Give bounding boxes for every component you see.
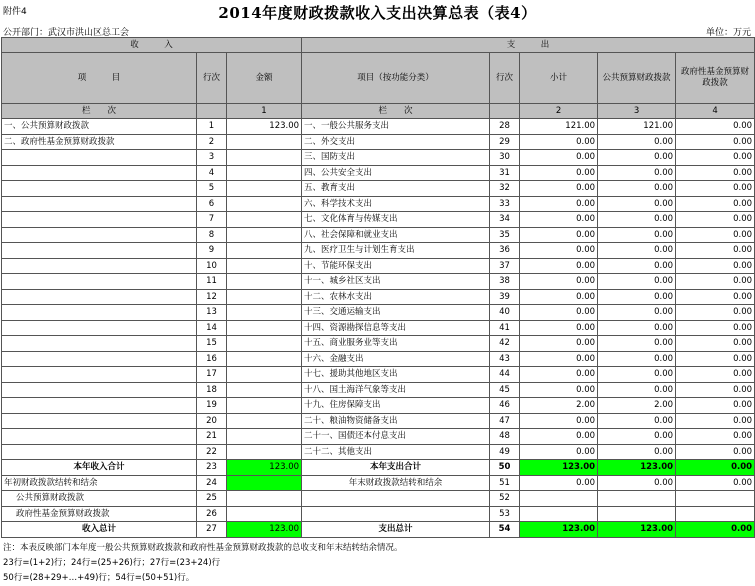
end-carryover-public: 0.00 [598, 475, 676, 491]
budget-table [1, 37, 755, 538]
expense-public-budget: 0.00 [598, 444, 676, 460]
expense-gov-fund: 0.00 [676, 351, 755, 367]
income-amount: 123.00 [227, 119, 302, 135]
expense-row-no: 33 [490, 196, 520, 212]
column-number-4: 4 [676, 104, 755, 119]
income-amount [227, 165, 302, 181]
income-grand-total-amount: 123.00 [227, 522, 302, 538]
income-row-no: 14 [197, 320, 227, 336]
table-row [2, 196, 755, 212]
expense-item: 二十二、其他支出 [302, 444, 490, 460]
table-row [2, 165, 755, 181]
expense-gov-fund: 0.00 [676, 165, 755, 181]
expense-gov-fund: 0.00 [676, 398, 755, 414]
income-item [2, 274, 197, 290]
expense-grand-total-label: 支出总计 [302, 522, 490, 538]
income-item [2, 165, 197, 181]
income-item [2, 413, 197, 429]
expense-row-no: 49 [490, 444, 520, 460]
expense-row-no: 41 [490, 320, 520, 336]
income-item [2, 289, 197, 305]
expense-row-no: 40 [490, 305, 520, 321]
income-amount [227, 413, 302, 429]
gov-fund-exp-sub [520, 506, 598, 522]
expense-subtotal: 0.00 [520, 413, 598, 429]
table-row [2, 212, 755, 228]
expense-public-budget: 0.00 [598, 429, 676, 445]
expense-total-no: 50 [490, 460, 520, 476]
income-item [2, 382, 197, 398]
col-header-amount: 金额 [227, 53, 302, 104]
expense-subtotal: 0.00 [520, 274, 598, 290]
income-item [2, 181, 197, 197]
expense-row-no: 46 [490, 398, 520, 414]
expense-row-no: 48 [490, 429, 520, 445]
note-line-1: 注：本表反映部门本年度一般公共预算财政拨款和政府性基金预算财政拨款的总收支和年末结转结余情况。 [3, 543, 403, 553]
table-row [2, 274, 755, 290]
income-item [2, 150, 197, 166]
gov-fund-no: 26 [197, 506, 227, 522]
expense-total-subtotal: 123.00 [520, 460, 598, 476]
column-number-1: 1 [227, 104, 302, 119]
income-item [2, 320, 197, 336]
table-row [2, 351, 755, 367]
end-carryover-subtotal: 0.00 [520, 475, 598, 491]
gov-fund-exp-gov [676, 506, 755, 522]
income-amount [227, 336, 302, 352]
expense-public-budget: 0.00 [598, 413, 676, 429]
expense-gov-fund: 0.00 [676, 134, 755, 150]
public-budget-label: 公共预算财政拨款 [2, 491, 197, 507]
table-row [2, 429, 755, 445]
income-amount [227, 274, 302, 290]
column-label-2: 栏 次 [302, 104, 490, 119]
income-amount [227, 367, 302, 383]
expense-row-no: 35 [490, 227, 520, 243]
begin-carryover-no: 24 [197, 475, 227, 491]
column-number-3: 3 [598, 104, 676, 119]
expense-subtotal: 0.00 [520, 258, 598, 274]
income-item [2, 227, 197, 243]
income-item [2, 212, 197, 228]
income-amount [227, 289, 302, 305]
expense-grand-total-no: 54 [490, 522, 520, 538]
expense-gov-fund: 0.00 [676, 305, 755, 321]
income-row-no: 5 [197, 181, 227, 197]
income-row-no: 20 [197, 413, 227, 429]
public-budget-exp-sub [520, 491, 598, 507]
gov-fund-amount [227, 506, 302, 522]
income-section-header: 收 入 [2, 38, 302, 53]
expense-subtotal: 0.00 [520, 134, 598, 150]
table-row [2, 336, 755, 352]
income-row-no: 17 [197, 367, 227, 383]
col-header-item: 项 目 [2, 53, 197, 104]
public-budget-no: 25 [197, 491, 227, 507]
income-amount [227, 212, 302, 228]
expense-row-no: 32 [490, 181, 520, 197]
expense-row-no: 38 [490, 274, 520, 290]
expense-gov-fund: 0.00 [676, 382, 755, 398]
expense-total-public: 123.00 [598, 460, 676, 476]
income-row-no: 13 [197, 305, 227, 321]
income-amount [227, 429, 302, 445]
expense-subtotal: 0.00 [520, 429, 598, 445]
expense-item: 八、社会保障和就业支出 [302, 227, 490, 243]
expense-row-no: 37 [490, 258, 520, 274]
end-carryover-no: 51 [490, 475, 520, 491]
summary-row-carryover [2, 475, 755, 491]
summary-row-annual-total [2, 460, 755, 476]
income-amount [227, 150, 302, 166]
summary-row-gov-fund [2, 506, 755, 522]
expense-public-budget: 0.00 [598, 274, 676, 290]
expense-row-no: 44 [490, 367, 520, 383]
expense-public-budget: 0.00 [598, 150, 676, 166]
expense-public-budget: 0.00 [598, 320, 676, 336]
expense-item: 四、公共安全支出 [302, 165, 490, 181]
expense-item: 十二、农林水支出 [302, 289, 490, 305]
expense-gov-fund: 0.00 [676, 320, 755, 336]
column-label: 栏 次 [2, 104, 197, 119]
expense-gov-fund: 0.00 [676, 212, 755, 228]
expense-row-no: 30 [490, 150, 520, 166]
income-item [2, 305, 197, 321]
income-amount [227, 305, 302, 321]
expense-subtotal: 0.00 [520, 351, 598, 367]
expense-row-no: 47 [490, 413, 520, 429]
expense-public-budget: 121.00 [598, 119, 676, 135]
summary-row-grand-total [2, 522, 755, 538]
table-row [2, 382, 755, 398]
table-row [2, 150, 755, 166]
expense-gov-fund: 0.00 [676, 274, 755, 290]
expense-item: 十四、资源勘探信息等支出 [302, 320, 490, 336]
expense-row-no: 34 [490, 212, 520, 228]
expense-public-budget: 0.00 [598, 351, 676, 367]
table-row [2, 444, 755, 460]
expense-item: 二、外交支出 [302, 134, 490, 150]
expense-public-budget: 0.00 [598, 258, 676, 274]
expense-row-no: 36 [490, 243, 520, 259]
public-budget-exp-pub [598, 491, 676, 507]
expense-row-no: 29 [490, 134, 520, 150]
income-amount [227, 398, 302, 414]
income-amount [227, 196, 302, 212]
begin-carryover-label: 年初财政拨款结转和结余 [2, 475, 197, 491]
expense-item: 十一、城乡社区支出 [302, 274, 490, 290]
income-item [2, 243, 197, 259]
expense-subtotal: 0.00 [520, 227, 598, 243]
income-grand-total-label: 收入总计 [2, 522, 197, 538]
expense-subtotal: 0.00 [520, 243, 598, 259]
income-total-label: 本年收入合计 [2, 460, 197, 476]
expense-grand-total-subtotal: 123.00 [520, 522, 598, 538]
notes [3, 541, 403, 586]
expense-total-label: 本年支出合计 [302, 460, 490, 476]
col-header-row-no-2: 行次 [490, 53, 520, 104]
income-amount [227, 444, 302, 460]
expense-item: 九、医疗卫生与计划生育支出 [302, 243, 490, 259]
expense-public-budget: 0.00 [598, 382, 676, 398]
note-line-3: 50行=(28+29+…+49)行；54行=(50+51)行。 [3, 573, 195, 583]
expense-grand-total-gov: 0.00 [676, 522, 755, 538]
income-amount [227, 181, 302, 197]
expense-item: 十三、交通运输支出 [302, 305, 490, 321]
income-amount [227, 382, 302, 398]
income-row-no: 6 [197, 196, 227, 212]
end-carryover-gov: 0.00 [676, 475, 755, 491]
column-number-blank-2 [490, 104, 520, 119]
income-row-no: 3 [197, 150, 227, 166]
expense-public-budget: 0.00 [598, 212, 676, 228]
income-item [2, 258, 197, 274]
income-row-no: 9 [197, 243, 227, 259]
end-carryover-label: 年末财政拨款结转和结余 [302, 475, 490, 491]
column-number-2: 2 [520, 104, 598, 119]
public-budget-exp-item [302, 491, 490, 507]
expense-row-no: 45 [490, 382, 520, 398]
expense-grand-total-public: 123.00 [598, 522, 676, 538]
income-item [2, 444, 197, 460]
income-amount [227, 227, 302, 243]
expense-public-budget: 0.00 [598, 227, 676, 243]
expense-subtotal: 0.00 [520, 212, 598, 228]
page-title: 2014年度财政拨款收入支出决算总表（表4） [218, 4, 537, 22]
expense-subtotal: 0.00 [520, 150, 598, 166]
gov-fund-label: 政府性基金预算财政拨款 [2, 506, 197, 522]
unit-label: 单位：万元 [705, 28, 751, 38]
expense-gov-fund: 0.00 [676, 336, 755, 352]
note-line-2: 23行=(1+2)行；24行=(25+26)行；27行=(23+24)行 [3, 558, 221, 568]
income-row-no: 18 [197, 382, 227, 398]
expense-public-budget: 0.00 [598, 165, 676, 181]
table-row [2, 134, 755, 150]
public-budget-exp-gov [676, 491, 755, 507]
income-amount [227, 258, 302, 274]
expense-item: 六、科学技术支出 [302, 196, 490, 212]
expense-subtotal: 0.00 [520, 336, 598, 352]
expense-subtotal: 0.00 [520, 444, 598, 460]
summary-row-public-budget [2, 491, 755, 507]
income-row-no: 4 [197, 165, 227, 181]
expense-subtotal: 0.00 [520, 181, 598, 197]
expense-item: 三、国防支出 [302, 150, 490, 166]
income-amount [227, 351, 302, 367]
table-row [2, 320, 755, 336]
expense-subtotal: 0.00 [520, 305, 598, 321]
income-item [2, 398, 197, 414]
income-row-no: 2 [197, 134, 227, 150]
income-row-no: 8 [197, 227, 227, 243]
expense-row-no: 43 [490, 351, 520, 367]
income-row-no: 15 [197, 336, 227, 352]
table-row [2, 289, 755, 305]
expense-public-budget: 0.00 [598, 134, 676, 150]
expense-gov-fund: 0.00 [676, 196, 755, 212]
expense-public-budget: 2.00 [598, 398, 676, 414]
expense-row-no: 42 [490, 336, 520, 352]
table-row [2, 398, 755, 414]
income-item: 一、公共预算财政拨款 [2, 119, 197, 135]
header-row-column-numbers [2, 104, 755, 119]
expense-row-no: 28 [490, 119, 520, 135]
expense-item: 二十一、国债还本付息支出 [302, 429, 490, 445]
expense-item: 五、教育支出 [302, 181, 490, 197]
expense-public-budget: 0.00 [598, 181, 676, 197]
income-amount [227, 320, 302, 336]
income-item: 二、政府性基金预算财政拨款 [2, 134, 197, 150]
expense-total-gov: 0.00 [676, 460, 755, 476]
expense-gov-fund: 0.00 [676, 429, 755, 445]
gov-fund-exp-no: 53 [490, 506, 520, 522]
expense-public-budget: 0.00 [598, 336, 676, 352]
col-header-item-func: 项目（按功能分类） [302, 53, 490, 104]
income-row-no: 7 [197, 212, 227, 228]
expense-subtotal: 121.00 [520, 119, 598, 135]
expense-gov-fund: 0.00 [676, 413, 755, 429]
expense-item: 十六、金融支出 [302, 351, 490, 367]
table-row [2, 227, 755, 243]
table-row [2, 181, 755, 197]
expense-gov-fund: 0.00 [676, 444, 755, 460]
expense-gov-fund: 0.00 [676, 289, 755, 305]
expense-row-no: 31 [490, 165, 520, 181]
expense-item: 二十、粮油物资储备支出 [302, 413, 490, 429]
income-item [2, 336, 197, 352]
income-item [2, 196, 197, 212]
expense-public-budget: 0.00 [598, 367, 676, 383]
table-row [2, 119, 755, 135]
expense-subtotal: 0.00 [520, 165, 598, 181]
expense-gov-fund: 0.00 [676, 258, 755, 274]
income-row-no: 12 [197, 289, 227, 305]
expense-item: 十五、商业服务业等支出 [302, 336, 490, 352]
expense-public-budget: 0.00 [598, 289, 676, 305]
header-row-columns [2, 53, 755, 104]
expense-row-no: 39 [490, 289, 520, 305]
expense-gov-fund: 0.00 [676, 243, 755, 259]
expense-gov-fund: 0.00 [676, 227, 755, 243]
income-row-no: 11 [197, 274, 227, 290]
expense-item: 十、节能环保支出 [302, 258, 490, 274]
col-header-subtotal: 小计 [520, 53, 598, 104]
table-row [2, 243, 755, 259]
income-item [2, 429, 197, 445]
gov-fund-exp-pub [598, 506, 676, 522]
department-label: 公开部门：武汉市洪山区总工会 [3, 28, 130, 38]
income-total-no: 23 [197, 460, 227, 476]
begin-carryover-amount [227, 475, 302, 491]
income-row-no: 10 [197, 258, 227, 274]
header-row-sections [2, 38, 755, 53]
expense-item: 七、文化体育与传媒支出 [302, 212, 490, 228]
expense-subtotal: 0.00 [520, 367, 598, 383]
expense-gov-fund: 0.00 [676, 181, 755, 197]
attachment-label: 附件4 [3, 7, 27, 17]
expense-gov-fund: 0.00 [676, 119, 755, 135]
expense-public-budget: 0.00 [598, 196, 676, 212]
public-budget-amount [227, 491, 302, 507]
expense-subtotal: 0.00 [520, 320, 598, 336]
table-row [2, 413, 755, 429]
public-budget-exp-no: 52 [490, 491, 520, 507]
expense-gov-fund: 0.00 [676, 150, 755, 166]
table-row [2, 305, 755, 321]
expense-gov-fund: 0.00 [676, 367, 755, 383]
income-total-amount: 123.00 [227, 460, 302, 476]
table-row [2, 258, 755, 274]
gov-fund-exp-item [302, 506, 490, 522]
expense-subtotal: 0.00 [520, 382, 598, 398]
col-header-row-no: 行次 [197, 53, 227, 104]
income-item [2, 351, 197, 367]
income-amount [227, 134, 302, 150]
expense-public-budget: 0.00 [598, 243, 676, 259]
income-row-no: 21 [197, 429, 227, 445]
expense-item: 十九、住房保障支出 [302, 398, 490, 414]
income-item [2, 367, 197, 383]
income-row-no: 16 [197, 351, 227, 367]
expense-subtotal: 0.00 [520, 196, 598, 212]
expense-subtotal: 0.00 [520, 289, 598, 305]
table-row [2, 367, 755, 383]
expense-item: 十七、援助其他地区支出 [302, 367, 490, 383]
expense-item: 十八、国土海洋气象等支出 [302, 382, 490, 398]
income-row-no: 19 [197, 398, 227, 414]
expense-section-header: 支 出 [302, 38, 755, 53]
income-amount [227, 243, 302, 259]
income-grand-total-no: 27 [197, 522, 227, 538]
expense-subtotal: 2.00 [520, 398, 598, 414]
col-header-gov-fund: 政府性基金预算财政拨款 [676, 53, 755, 104]
col-header-public-budget: 公共预算财政拨款 [598, 53, 676, 104]
expense-item: 一、一般公共服务支出 [302, 119, 490, 135]
income-row-no: 22 [197, 444, 227, 460]
expense-public-budget: 0.00 [598, 305, 676, 321]
income-row-no: 1 [197, 119, 227, 135]
column-number-blank [197, 104, 227, 119]
